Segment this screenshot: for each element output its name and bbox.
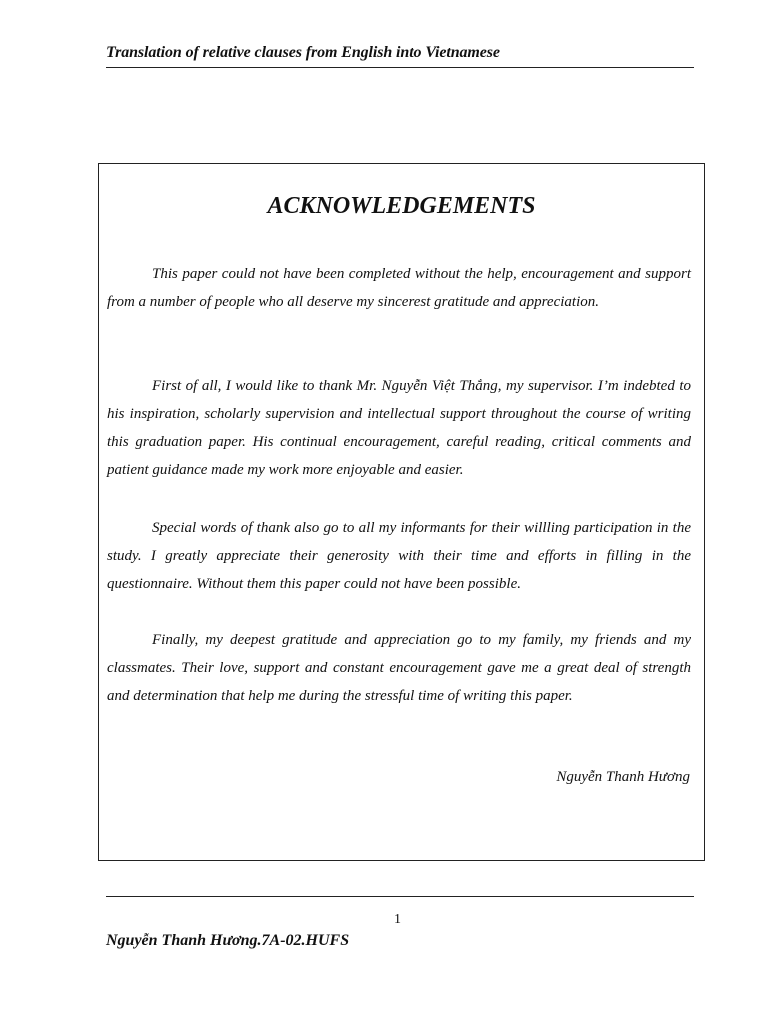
acknowledgement-paragraph-2: First of all, I would like to thank Mr. Nguyễn Việt Thắng, my supervisor. I’m indebted to his inspiration, scholarly supervision and intellectual support throughout the course of writing this graduation paper. His continual encouragement, careful reading, critical comments and patient guidance made my work more enjoyable and easier. (107, 378, 691, 478)
footer-divider (106, 896, 694, 897)
acknowledgement-paragraph-4: Finally, my deepest gratitude and appreciation go to my family, my friends and my classmates. Their love, support and constant encouragement gave me a great deal of strength and determination that help me during the stressful time of writing this paper. (107, 632, 691, 704)
footer-author: Nguyễn Thanh Hương.7A-02.HUFS (106, 932, 350, 949)
acknowledgement-paragraph-1: This paper could not have been completed without the help, encouragement and support from a number of people who all deserve my sincerest gratitude and appreciation. (107, 266, 691, 310)
acknowledgements-heading: ACKNOWLEDGEMENTS (267, 193, 536, 219)
document-header-title: Translation of relative clauses from English into Vietnamese (106, 44, 500, 61)
acknowledgements-box (98, 163, 705, 861)
page-number: 1 (394, 912, 401, 927)
acknowledgement-paragraph-3: Special words of thank also go to all my informants for their willling participation in the study. I greatly appreciate their generosity with their time and efforts in filling in the questionnaire. Without them this paper could not have been possible. (107, 520, 691, 592)
author-signature: Nguyễn Thanh Hương (556, 769, 690, 785)
header-divider (106, 67, 694, 68)
